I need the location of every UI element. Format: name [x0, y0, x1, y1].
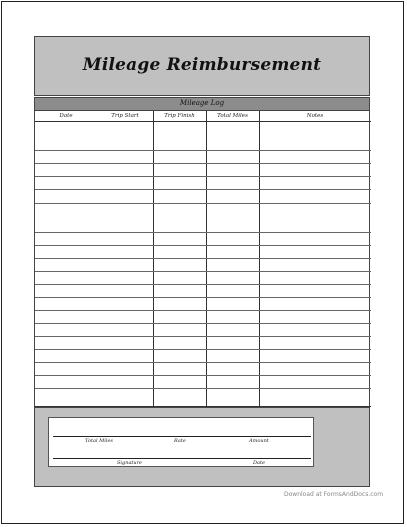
- table-row[interactable]: [35, 150, 371, 151]
- total-miles-label: Total Miles: [85, 438, 113, 444]
- table-row[interactable]: [35, 176, 371, 177]
- table-row[interactable]: [35, 163, 371, 164]
- amount-label: Amount: [249, 438, 269, 444]
- column-header-total-miles: Total Miles: [217, 113, 248, 119]
- table-row[interactable]: [35, 232, 371, 233]
- date-label: Date: [253, 460, 265, 466]
- form-title: Mileage Reimbursement: [82, 55, 322, 75]
- table-row[interactable]: [35, 323, 371, 324]
- column-header-notes: Notes: [306, 113, 324, 119]
- totals-line[interactable]: [53, 436, 311, 437]
- totals-box: [48, 417, 314, 467]
- column-header-trip-start: Trip Start: [111, 113, 139, 119]
- table-row[interactable]: [35, 189, 371, 190]
- signature-line[interactable]: [53, 458, 311, 459]
- mileage-log-title: Mileage Log: [179, 99, 225, 107]
- mileage-log-bar: [34, 97, 370, 111]
- table-row[interactable]: [35, 310, 371, 311]
- table-row[interactable]: [35, 336, 371, 337]
- site-credit: Download at FormsAndDocs.com: [284, 491, 384, 498]
- form-header: [34, 36, 370, 96]
- table-row[interactable]: [35, 349, 371, 350]
- table-row[interactable]: [35, 245, 371, 246]
- table-row[interactable]: [35, 297, 371, 298]
- footer-panel: [34, 407, 370, 487]
- table-row[interactable]: [35, 375, 371, 376]
- column-header-date: Date: [59, 113, 73, 119]
- signature-label: Signature: [117, 460, 143, 466]
- table-row[interactable]: [35, 284, 371, 285]
- table-row[interactable]: [35, 203, 371, 204]
- header-rule: [35, 121, 371, 122]
- table-row[interactable]: [35, 271, 371, 272]
- rate-label: Rate: [174, 438, 186, 444]
- table-row[interactable]: [35, 388, 371, 389]
- table-row[interactable]: [35, 258, 371, 259]
- mileage-log-table: [34, 111, 370, 407]
- column-header-trip-finish: Trip Finish: [164, 113, 195, 119]
- table-row[interactable]: [35, 362, 371, 363]
